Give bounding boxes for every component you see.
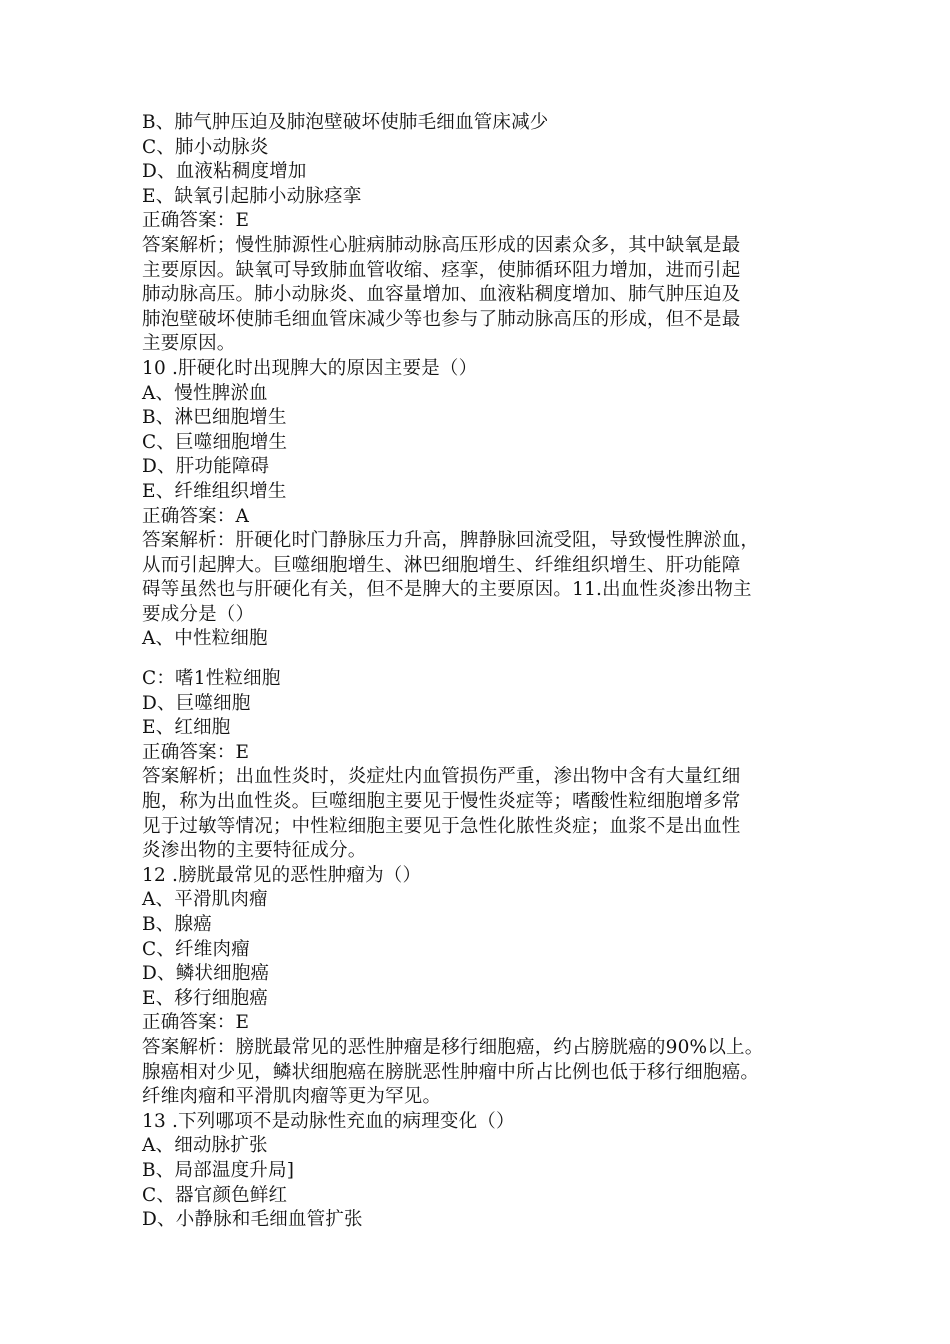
option-c-q11: C：嗜1性粒细胞 <box>142 668 281 690</box>
option-a-q11: A、中性粒细胞 <box>142 628 268 650</box>
answer-q10: 正确答案：A <box>142 505 250 527</box>
option-a-q13: A、细动脉扩张 <box>142 1135 268 1157</box>
option-d-q11: D、巨噬细胞 <box>142 692 251 714</box>
explanation-q9-line2: 主要原因。缺氧可导致肺血管收缩、痉挛，使肺循环阻力增加，进而引起 <box>142 259 741 281</box>
explanation-q12-line2: 腺癌相对少见，鳞状细胞癌在膀胱恶性肿瘤中所占比例也低于移行细胞癌。 <box>142 1061 760 1083</box>
option-d-q9: D、血液粘稠度增加 <box>142 161 307 183</box>
explanation-q12-line3: 纤维肉瘤和平滑肌肉瘤等更为罕见。 <box>142 1086 442 1108</box>
answer-q11: 正确答案：E <box>142 741 250 763</box>
option-e-q11: E、红细胞 <box>142 717 231 739</box>
option-d-q12: D、鳞状细胞癌 <box>142 963 270 985</box>
explanation-q11-line2: 胞，称为出血性炎。巨噬细胞主要见于慢性炎症等；嗜酸性粒细胞增多常 <box>142 791 741 813</box>
option-c-q9: C、肺小动脉炎 <box>142 136 269 158</box>
option-b-q13: B、局部温度升局] <box>142 1159 295 1181</box>
question-10: 10 .肝硬化时出现脾大的原因主要是（） <box>142 357 478 379</box>
option-b-q10: B、淋巴细胞增生 <box>142 407 287 429</box>
explanation-q10-line1: 答案解析：肝硬化时门静脉压力升高，脾静脉回流受阻，导致慢性脾淤血， <box>142 530 760 552</box>
explanation-q10-line3: 碍等虽然也与肝硬化有关，但不是脾大的主要原因。11.出血性炎渗出物主 <box>142 579 752 601</box>
option-c-q12: C、纤维肉瘤 <box>142 938 250 960</box>
explanation-q11-line4: 炎渗出物的主要特征成分。 <box>142 840 367 862</box>
option-d-q10: D、肝功能障碍 <box>142 456 270 478</box>
option-e-q9: E、缺氧引起肺小动脉痉挛 <box>142 185 362 207</box>
question-11-continued: 要成分是（） <box>142 603 255 625</box>
explanation-q11-line1: 答案解析；出血性炎时，炎症灶内血管损伤严重，渗出物中含有大量红细 <box>142 766 741 788</box>
question-12: 12 .膀胱最常见的恶性肿瘤为（） <box>142 864 422 886</box>
explanation-q12-line1: 答案解析：膀胱最常见的恶性肿瘤是移行细胞癌，约占膀胱癌的90%以上。 <box>142 1036 764 1058</box>
option-b-q12: B、腺癌 <box>142 914 212 935</box>
explanation-q9-line1: 答案解析；慢性肺源性心脏病肺动脉高压形成的因素众多，其中缺氧是最 <box>142 234 741 256</box>
explanation-q9-line4: 肺泡壁破坏使肺毛细血管床减少等也参与了肺动脉高压的形成，但不是最 <box>142 308 741 330</box>
answer-q12: 正确答案：E <box>142 1012 250 1034</box>
explanation-q9-line5: 主要原因。 <box>142 333 236 355</box>
blank-gap <box>142 652 832 667</box>
option-a-q10: A、慢性脾淤血 <box>142 382 268 404</box>
option-e-q12: E、移行细胞癌 <box>142 987 268 1009</box>
option-b-q9: B、肺气肿压迫及肺泡壁破坏使肺毛细血管床减少 <box>142 112 549 133</box>
option-c-q10: C、巨噬细胞增生 <box>142 431 288 453</box>
explanation-q10-line2: 从而引起脾大。巨噬细胞增生、淋巴细胞增生、纤维组织增生、肝功能障 <box>142 554 741 576</box>
option-d-q13: D、小静脉和毛细血管扩张 <box>142 1209 363 1231</box>
explanation-q9-line3: 肺动脉高压。肺小动脉炎、血容量增加、血液粘稠度增加、肺气肿压迫及 <box>142 284 741 306</box>
option-e-q10: E、纤维组织增生 <box>142 480 287 502</box>
explanation-q11-line3: 见于过敏等情况；中性粒细胞主要见于急性化脓性炎症；血浆不是出血性 <box>142 815 741 837</box>
question-13: 13 .下列哪项不是动脉性充血的病理变化（） <box>142 1110 515 1132</box>
option-a-q12: A、平滑肌肉瘤 <box>142 889 268 911</box>
option-c-q13: C、器官颜色鲜红 <box>142 1184 288 1206</box>
document-body <box>142 111 832 1233</box>
answer-q9: 正确答案：E <box>142 210 250 232</box>
